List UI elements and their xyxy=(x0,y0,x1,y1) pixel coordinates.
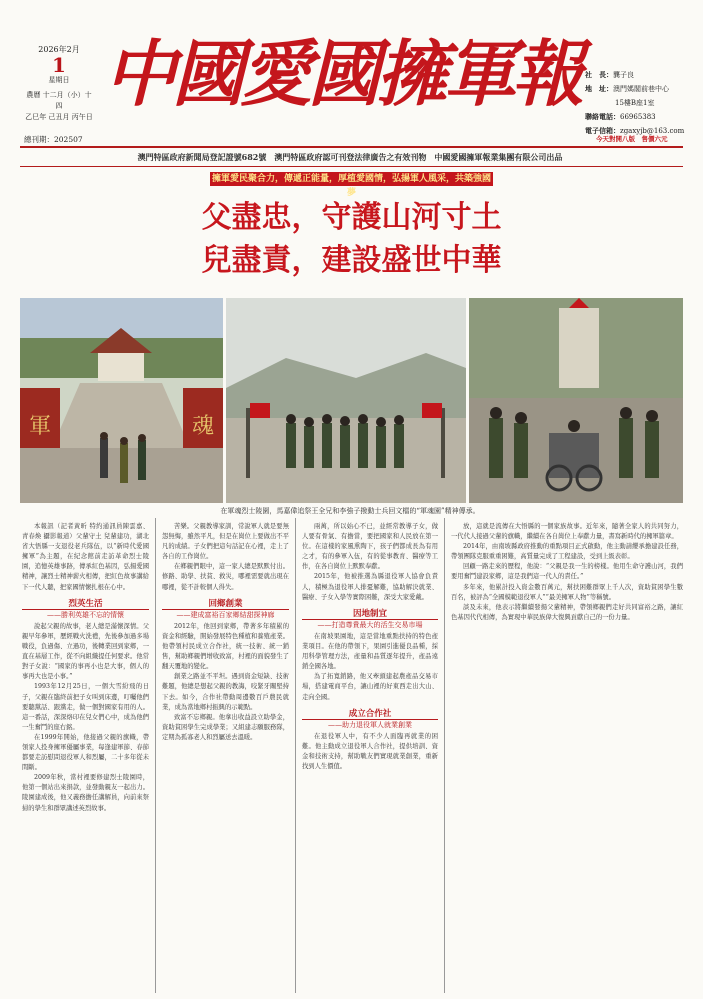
weekday: 星期日 xyxy=(48,76,70,84)
paragraph: 2015年，他被推選為縣退役軍人協會負責人，積極為退役軍人排憂解難，協助解決就業、醫療、子女入學等實際困難，深受大家愛戴。 xyxy=(302,573,438,601)
paragraph: 2014年，由南坡縣政府推動的重點項目正式啟動，他主動請纓承擔建設任務，帶領團隊克服重重困難，高質量完成了工程建設，受到上級表彰。 xyxy=(451,543,683,561)
lunar-line-2: 乙巳年 己丑月 丙午日 xyxy=(25,113,93,121)
info-row: 聯絡電話：66965383 xyxy=(585,112,656,121)
year-month: 2026年2月 xyxy=(38,45,80,54)
section-heading: 回鄉創業 ——建成富裕百家鄉結甜探神廊 xyxy=(162,599,289,620)
paragraph: 多年來，他累計投入資金數百萬元，幫扶困難群眾上千人次，資助貧困學生數百名，被評為“全國模範退役軍人”“最美擁軍人物”等稱號。 xyxy=(451,583,683,601)
photo-veterans xyxy=(469,298,683,503)
publisher-info xyxy=(585,68,695,138)
paragraph: 創業之路並不平坦。遇到資金短缺、技術難題，他總是想起父親的教誨，咬緊牙關堅持下去。如今，合作社帶動周邊數百戶農民就業，成為當地鄉村振興的示範點。 xyxy=(162,673,289,711)
info-row: 電子信箱：zgaxyjb@163.com xyxy=(585,126,685,135)
photo-gathering xyxy=(226,298,466,503)
slogan-banner: 擁軍愛民聚合力，傳遞正能量，厚植愛國情，弘揚軍人風采，共築強國夢 xyxy=(211,174,491,198)
info-row: 地 址：澳門媽閣前巷中心 xyxy=(585,84,669,93)
article-column-2 xyxy=(162,522,289,743)
paragraph: 在1999年開始，他接過父親的旗幟，帶領家人投身擁軍優屬事業，每逢建軍節、春節都要走訪慰問退役軍人和烈屬，二十多年從未間斷。 xyxy=(22,733,149,772)
price-line: 今天對開八版 售價六元 xyxy=(596,135,668,143)
article-column-1 xyxy=(22,522,149,814)
column-divider xyxy=(444,518,445,993)
paragraph: 為了拓寬銷路，他又牽頭建起農產品交易市場，搭建電商平台，讓山裡的好東西走出大山、走向全國。 xyxy=(302,673,438,701)
day-number: 1 xyxy=(52,53,66,77)
date-block xyxy=(24,44,94,123)
plaque-char-left: 軍 xyxy=(28,414,52,439)
paragraph: 致富不忘鄉親。他拿出收益設立助學金，資助貧困學生完成學業；又組建志願服務隊，定期為孤寡老人和烈屬送去溫暖。 xyxy=(162,713,289,741)
column-divider xyxy=(295,518,296,993)
rule-top xyxy=(20,146,683,148)
paragraph: 說起父親的故事，老人總是滿懷深情。父親早年參軍，歷經戰火洗禮，先後參加過多場戰役，負過傷、立過功，後轉業回到家鄉，一直在基層工作，從不向組織提任何要求。他常對子女說：“國家的事再小也是大事，個人的事再大也是小事。” xyxy=(22,622,149,681)
info-row: 15樓B座1室 xyxy=(615,99,655,107)
issue-number: 總刊期：202507 xyxy=(24,135,83,144)
photo-memorial xyxy=(20,298,223,503)
main-headline xyxy=(20,196,683,282)
headline-line-1: 父盡忠，守護山河寸土 xyxy=(201,200,502,235)
lunar-line-1: 農曆 十二月（小）十四 xyxy=(26,91,92,110)
headline-line-2: 兒盡責，建設盛世中華 xyxy=(201,243,502,278)
section-heading: 烈英生活 ——勝利英雄不忘的情懷 xyxy=(22,599,149,620)
article-column-4 xyxy=(451,522,683,623)
paragraph: 在鄉親們眼中，這一家人總是默默付出。修路、助學、扶貧、救災，哪裡需要就出現在哪裡，從不計較個人得失。 xyxy=(162,563,289,591)
photo-caption: 在軍魂烈士陵園，馬嘉偉追祭王全兄和李強子撥動士兵回文檔的“軍魂園”精神傳承。 xyxy=(220,507,480,515)
plaque-char-right: 魂 xyxy=(191,414,215,439)
paragraph: 放，這就是流傳在大悟縣的一個家族故事。近年來，隨著全家人的共同努力，一代代人接過父輩的旗幟，繼續在各自崗位上奉獻力量，書寫新時代的擁軍篇章。 xyxy=(451,523,683,541)
paragraph: 2009年秋，當村裡要修建烈士陵園時，他第一個站出來捐款，並發動親友一起出力。陵園建成後，他又義務擔任講解員，向前來祭掃的學生和群眾講述英烈故事。 xyxy=(22,774,149,812)
paragraph: 談及未來，他表示將繼續發揚父輩精神，帶領鄉親們走好共同富裕之路，讓紅色基因代代相傳，為實現中華民族偉大復興貢獻自己的一份力量。 xyxy=(451,603,683,621)
paragraph: 在退役軍人中，有不少人面臨再就業的困難。他主動成立退役軍人合作社，提供培訓、資金和技術支持，幫助戰友們實現就業創業，重新找到人生價值。 xyxy=(302,732,438,771)
column-divider xyxy=(155,518,156,993)
paragraph: 兩萬，所以始心不已，並經常教導子女，做人要有骨氣、有擔當，要把國家和人民放在第一位。在這樣的家風熏陶下，孩子們都成長為有用之才，有的參軍入伍，有的從事教育、醫療等工作，在各自崗位上默默奉獻。 xyxy=(302,523,438,571)
section-heading: 成立合作社 ——助力退役軍人就業創業 xyxy=(302,709,438,730)
paragraph: 回顧一路走來的歷程，他說：“父親是我一生的榜樣。他用生命守護山河，我們要用奮鬥建設家鄉，這是我們這一代人的責任。” xyxy=(451,563,683,581)
newspaper-title: 中國愛國擁軍報 xyxy=(104,31,581,116)
info-row: 社 長：龔子良 xyxy=(585,70,634,79)
paragraph: 在南坡果園地，這是當地重點扶持的特色產業項目。在他的帶領下，果園引進優良品種，採用科學管理方法，產量和品質逐年提升，產品遠銷全國各地。 xyxy=(302,632,438,671)
registration-bar: 澳門特區政府新聞局登記證號682號 澳門特區政府認可刊登法律廣告之有效刊物 中國愛國擁軍報業集團有限公司出品 xyxy=(137,152,563,162)
section-heading: 因地制宜 ——打造尊貴最大的活生交易市場 xyxy=(302,609,438,630)
rule-sub xyxy=(20,166,683,167)
paragraph: 2012年，他回到家鄉，帶著多年積累的資金和經驗，開始發展特色種植和養殖產業。他帶領村民成立合作社，統一技術、統一銷售，幫助鄉親們增收致富，村裡的面貌發生了翻天覆地的變化。 xyxy=(162,622,289,671)
article-column-3 xyxy=(302,522,438,772)
paragraph: 1993年12月25日，一個大雪紛飛的日子，父親在臨終前把子女叫到床邊，叮囑他們要聽黨話、跟黨走，做一個對國家有用的人。這一番話，深深烙印在兒女們心中，成為他們一生奮鬥的座右銘。 xyxy=(22,683,149,731)
paragraph: 苦樂。父親教導家訓，常說軍人就是要無怨無悔，雖然平凡，但是在崗位上要做出不平凡的成績。子女們把這句話記在心裡，走上了各自的工作崗位。 xyxy=(162,523,289,561)
lead-paragraph: 本報訊（記者黃昕 特約通訊員陳雲嘉、青春煥 攝影報道）父輩守土 兒輩建功，湖北省大悟縣一支退役老兵隊伍，以“新時代愛國擁軍”為主題，在紀念館前走訪革命烈士陵園，追憶英雄事跡，傳承紅色基因，弘揚愛國精神，讓烈士精神薪火相傳，把紅色故事講給下一代人聽，把家國情懷扎根在心中。 xyxy=(22,523,149,591)
